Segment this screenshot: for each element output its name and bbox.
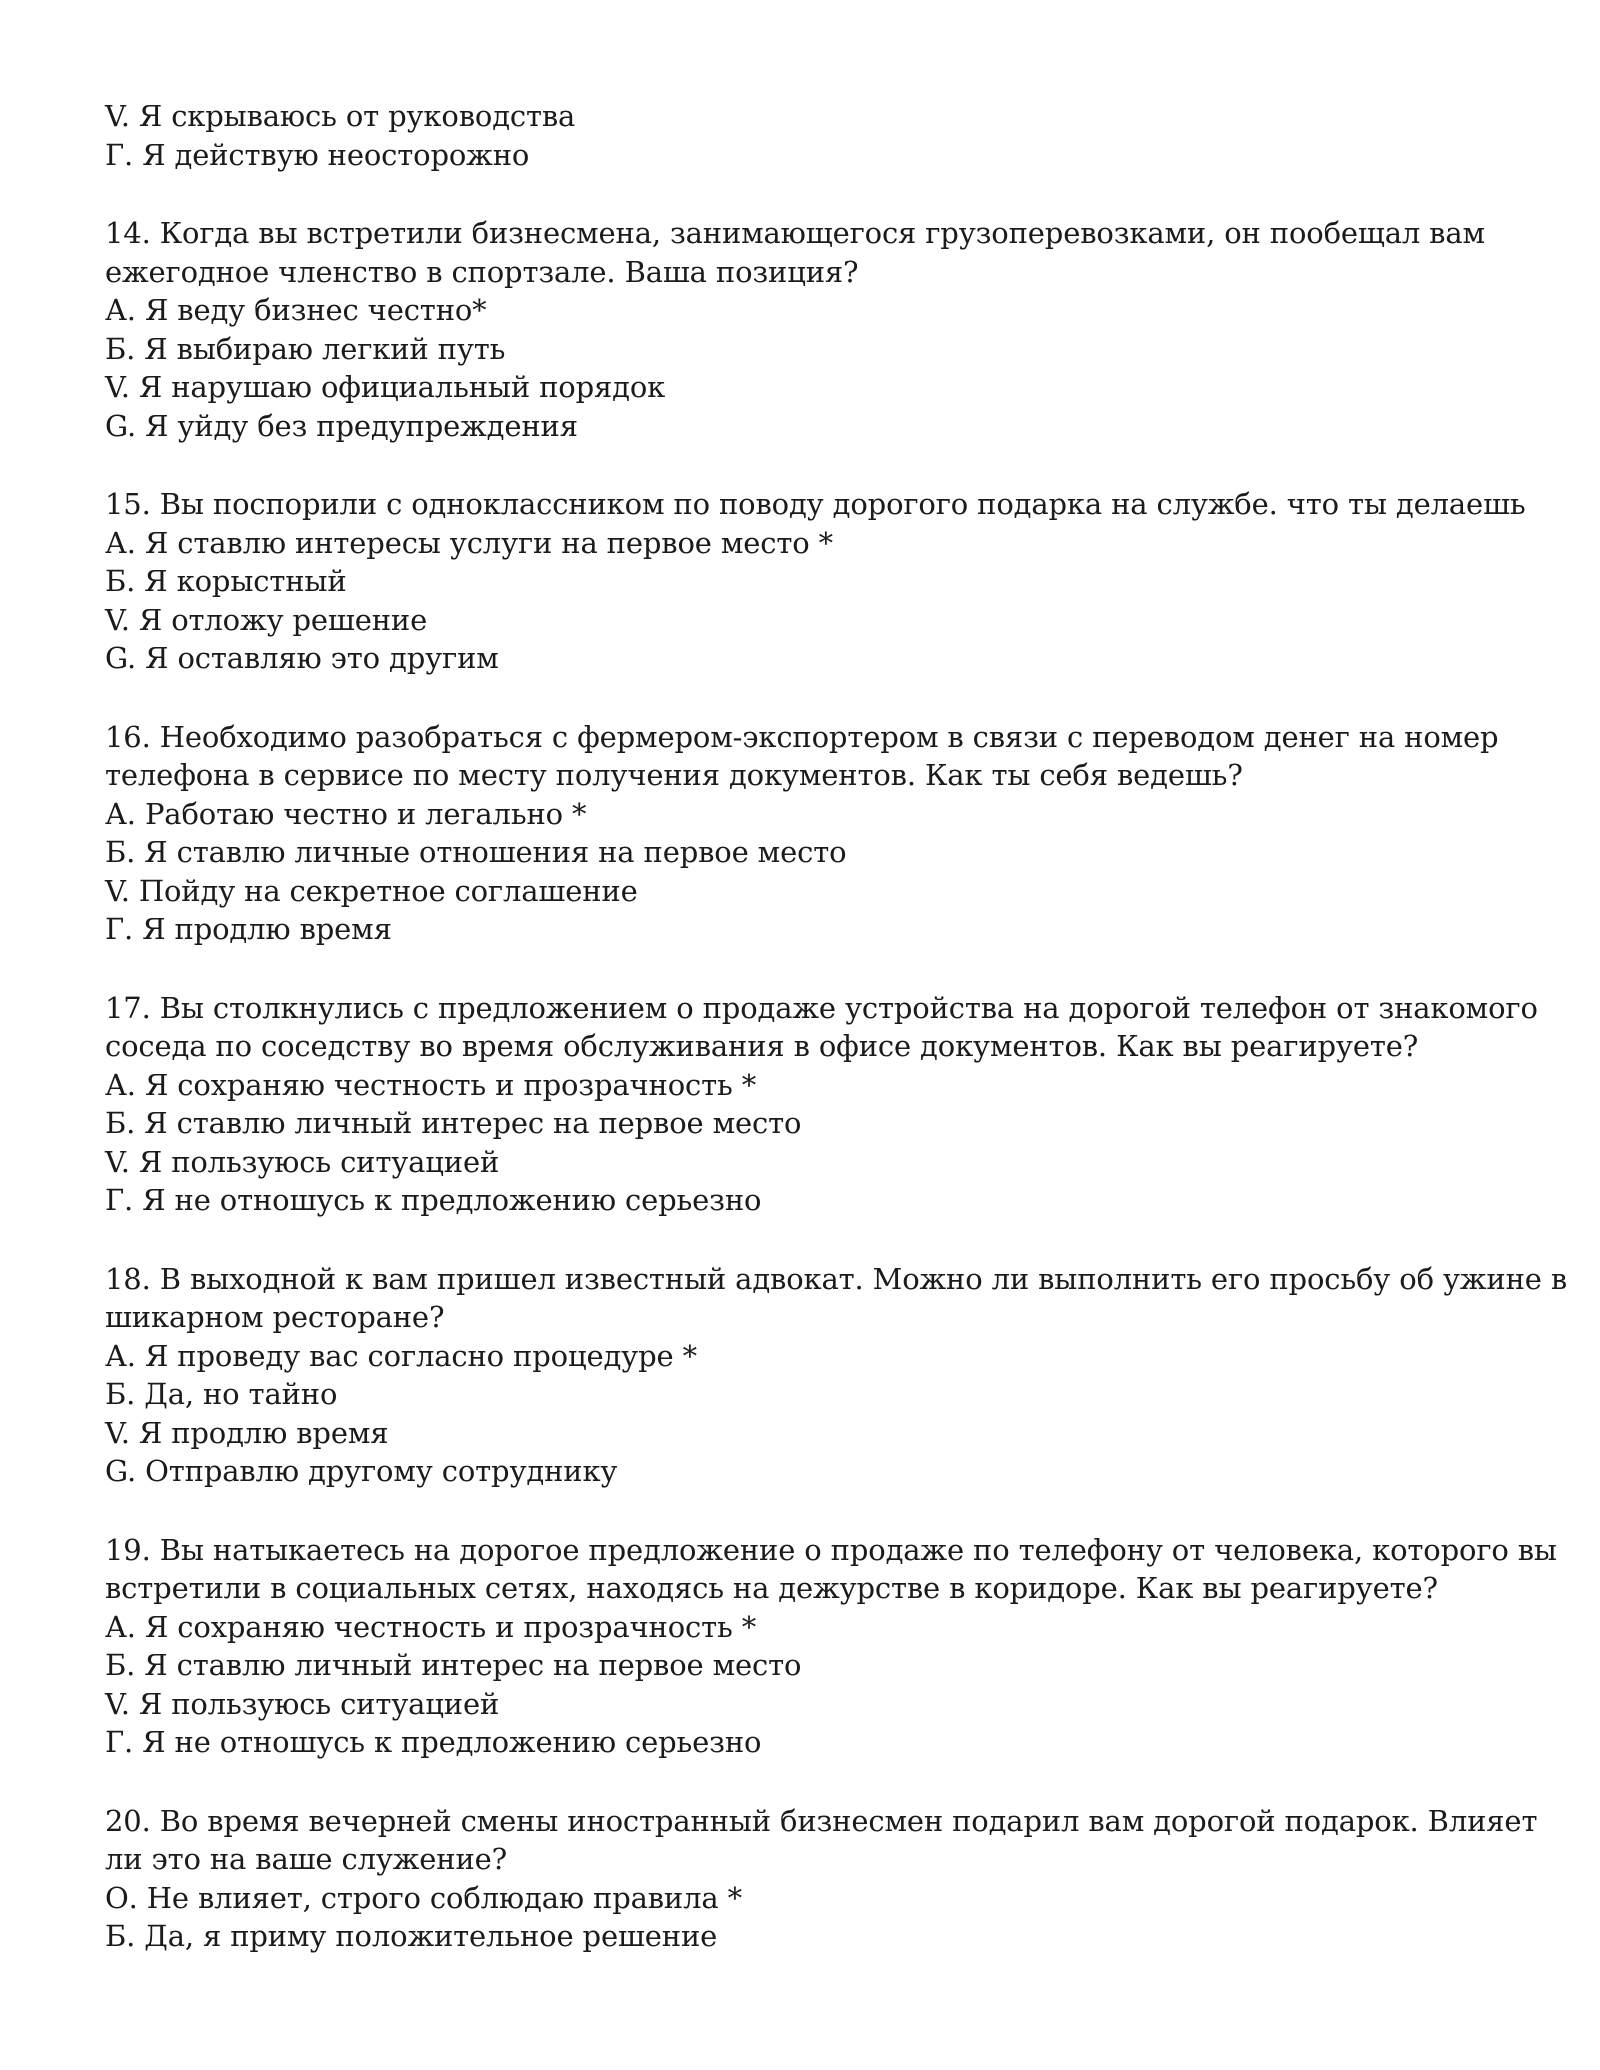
option-line: V. Я продлю время	[105, 1415, 389, 1450]
question-text-line: встретили в социальных сетях, находясь на дежурстве в коридоре. Как вы реагируете?	[105, 1571, 1438, 1605]
option-line: V. Я отложу решение	[105, 602, 428, 637]
question-text-line: 19. Вы натыкаетесь на дорогое предложение о продаже по телефону от человека, которого вы	[105, 1532, 1557, 1567]
option-line: Б. Я ставлю личный интерес на первое место	[105, 1648, 802, 1682]
question-19	[105, 1531, 1557, 1762]
option-line: Б. Да, но тайно	[105, 1377, 338, 1411]
question-20	[105, 1802, 1538, 1956]
question-text-line: соседа по соседству во время обслуживания в офисе документов. Как вы реагируете?	[105, 1029, 1419, 1063]
question-text-line: 20. Во время вечерней смены иностранный бизнесмен подарил вам дорогой подарок. Влияет	[105, 1803, 1538, 1838]
option-line: Б. Да, я приму положительное решение	[105, 1919, 718, 1953]
question-text-line: 18. В выходной к вам пришел известный адвокат. Можно ли выполнить его просьбу об ужине в	[105, 1261, 1568, 1296]
question-text-line: ежегодное членство в спортзале. Ваша позиция?	[105, 254, 859, 289]
option-line: О. Не влияет, строго соблюдаю правила *	[105, 1880, 742, 1915]
question-text-line: 17. Вы столкнулись с предложением о продаже устройства на дорогой телефон от знакомого	[105, 990, 1538, 1025]
option-line: Б. Я корыстный	[105, 564, 347, 598]
option-line: А. Я проведу вас согласно процедуре *	[105, 1338, 697, 1373]
option-line: G. Я оставляю это другим	[105, 641, 499, 675]
option-line: Б. Я ставлю личный интерес на первое место	[105, 1106, 802, 1140]
question-16	[105, 718, 1525, 949]
option-line: V. Я скрываюсь от руководства	[105, 99, 576, 133]
option-line: V. Я пользуюсь ситуацией	[105, 1686, 500, 1721]
option-line: Г. Я не отношусь к предложению серьезно	[105, 1725, 762, 1759]
continuation-block	[105, 97, 1525, 174]
option-line: G. Отправлю другому сотруднику	[105, 1454, 618, 1488]
question-text-line: телефона в сервисе по месту получения документов. Как ты себя ведешь?	[105, 758, 1243, 792]
question-18	[105, 1260, 1568, 1491]
option-line: V. Я пользуюсь ситуацией	[105, 1144, 500, 1179]
option-line: А. Я ставлю интересы услуги на первое место *	[105, 525, 833, 560]
option-line: Г. Я продлю время	[105, 912, 392, 946]
option-line: А. Работаю честно и легально *	[105, 796, 587, 831]
option-line: V. Я нарушаю официальный порядок	[105, 370, 666, 404]
question-text-line: 15. Вы поспорили с одноклассником по поводу дорогого подарка на службе. что ты делаешь	[105, 487, 1526, 521]
question-text-line: 14. Когда вы встретили бизнесмена, занимающегося грузоперевозками, он пообещал вам	[105, 216, 1485, 250]
option-line: А. Я веду бизнес честно*	[105, 293, 487, 327]
question-15	[105, 485, 1525, 678]
question-17	[105, 989, 1538, 1220]
question-text-line: 16. Необходимо разобраться с фермером-экспортером в связи с переводом денег на номер	[105, 719, 1499, 754]
option-line: Г. Я не отношусь к предложению серьезно	[105, 1183, 762, 1217]
question-text-line: шикарном ресторане?	[105, 1300, 445, 1334]
option-line: А. Я сохраняю честность и прозрачность *	[105, 1609, 757, 1644]
option-line: G. Я уйду без предупреждения	[105, 408, 578, 443]
option-line: А. Я сохраняю честность и прозрачность *	[105, 1067, 757, 1102]
document-page	[105, 97, 1568, 1996]
option-line: Б. Я ставлю личные отношения на первое место	[105, 835, 847, 869]
question-14	[105, 214, 1525, 445]
option-line: V. Пойду на секретное соглашение	[105, 873, 638, 908]
option-line: Б. Я выбираю легкий путь	[105, 331, 506, 366]
question-text-line: ли это на ваше служение?	[105, 1842, 508, 1876]
option-line: Г. Я действую неосторожно	[105, 137, 530, 172]
